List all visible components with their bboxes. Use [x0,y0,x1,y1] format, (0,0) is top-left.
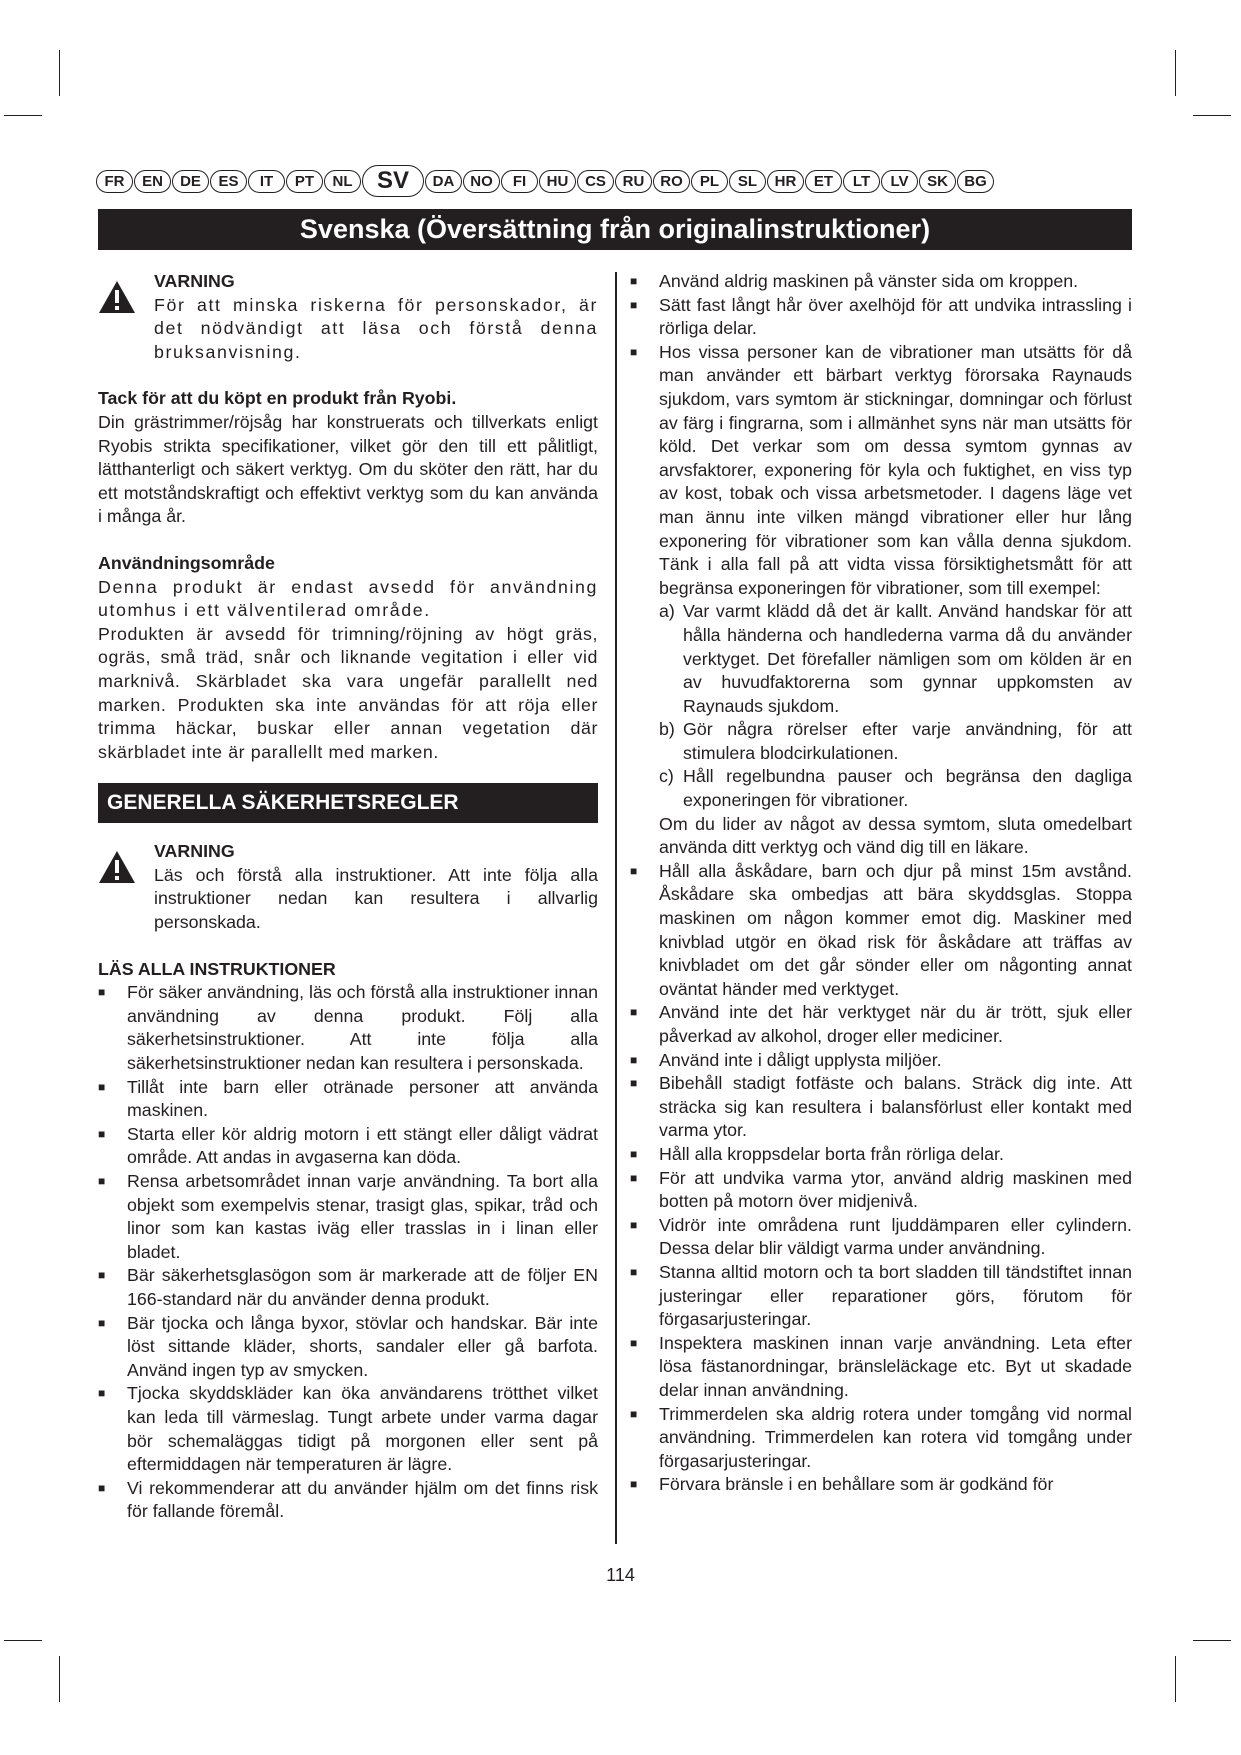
list-item: ■ Inspektera maskinen innan varje användning. Leta efter lösa fästanordningar, bränsleläckage etc. Byt ut skadade delar innan användning. [630,1332,1132,1403]
language-tab-lt: LT [843,170,880,193]
warning-text: Läs och förstå alla instruktioner. Att inte följa alla instruktioner nedan kan resultera i allvarlig personskada. [154,864,598,933]
crop-mark [1193,1640,1231,1641]
thanks-text: Din grästrimmer/röjsåg har konstruerats och tillverkats enligt Ryobis strikta specifikationer, vilket gör den till ett pålitligt, lätthanterligt och säkert verktyg. Om du sköter den rätt, har du ett motståndskraftigt och effektivt verktyg som du kan använda i många år. [98,411,598,527]
thanks-heading: Tack för att du köpt en produkt från Ryobi. [98,388,457,409]
language-tab-sv: SV [362,165,424,197]
language-tab-bg: BG [957,170,994,193]
list-item: ■ Tillåt inte barn eller otränade personer att använda maskinen. [98,1076,598,1123]
list-item: ■ Använd aldrig maskinen på vänster sida om kroppen. [630,270,1132,294]
language-tab-sk: SK [919,170,956,193]
language-tab-lv: LV [881,170,918,193]
usage-text-2: Produkten är avsedd för trimning/röjning av högt gräs, ogräs, små träd, snår och liknande vegitation i eller vid marknivå. Skärbladet ska vara ungefär parallellt ned marken. Produkten ska inte användas för att röja eller trimma häckar, buskar eller annan vegetation där skärbladet inte är parallellt med marken. [98,623,598,762]
sub-item-text: Gör några rörelser efter varje användning, för att stimulera blodcirkulationen. [683,719,1132,763]
vibration-list-item [630,341,1132,860]
list-item: ■ Sätt fast långt hår över axelhöjd för att undvika intrassling i rörliga delar. [630,294,1132,341]
vibration-closing: Om du lider av något av dessa symtom, sluta omedelbart använda ditt verktyg och vänd dig till en läkare. [659,813,1132,858]
language-tab-es: ES [210,170,247,193]
language-tab-pt: PT [286,170,323,193]
crop-mark [1175,1656,1176,1702]
right-column [630,270,1132,1497]
language-tab-da: DA [425,170,462,193]
crop-mark [4,1640,42,1641]
list-item: ■ Rensa arbetsområdet innan varje användning. Ta bort alla objekt som exempelvis stenar, trasigt glas, spikar, tråd och linor som kan kastas iväg eller trasslas in i linan eller bladet. [98,1170,598,1264]
list-item: ■ Vi rekommenderar att du använder hjälm om det finns risk för fallande föremål. [98,1477,598,1524]
language-tab-hu: HU [539,170,576,193]
crop-mark [4,115,42,116]
usage-heading: Användningsområde [98,552,275,573]
list-item: ■ Håll alla kroppsdelar borta från rörliga delar. [630,1143,1132,1167]
language-tab-nl: NL [324,170,361,193]
language-tab-it: IT [248,170,285,193]
language-tab-ro: RO [653,170,690,193]
safety-bullet-list [630,270,1132,1497]
list-item: ■ För säker användning, läs och förstå alla instruktioner innan användning av denna produkt. Följ alla säkerhetsinstruktioner. Att inte följa alla säkerhetsinstruktioner nedan kan resultera i personskada. [98,981,598,1075]
sub-item [659,600,1132,718]
language-tab-fr: FR [96,170,133,193]
warning-text: För att minska riskerna för personskador, är det nödvändigt att läsa och förstå denna bruksanvisning. [154,294,598,362]
page-title: Svenska (Översättning från originalinstruktioner) [98,209,1132,250]
usage-text-1: Denna produkt är endast avsedd för användning utomhus i ett välventilerad område. [98,576,598,621]
language-tab-en: EN [134,170,171,193]
list-item: ■ För att undvika varma ytor, använd aldrig maskinen med botten på motorn över midjenivå. [630,1167,1132,1214]
language-tab-sl: SL [729,170,766,193]
sub-item [659,718,1132,765]
sub-item-letter: a) [659,601,675,622]
language-tab-et: ET [805,170,842,193]
sub-item-text: Håll regelbundna pauser och begränsa den dagliga exponeringen för vibrationer. [683,766,1132,811]
language-selector [96,165,1132,197]
language-tab-no: NO [463,170,500,193]
crop-mark [59,50,60,96]
list-item: ■ Stanna alltid motorn och ta bort sladden till tändstiftet innan justeringar eller reparationer görs, förutom för förgasarjusteringar. [630,1261,1132,1332]
list-item: ■ Håll alla åskådare, barn och djur på minst 15m avstånd. Åskådare ska ombedjas att bära skyddsglas. Stoppa maskinen om någon kommer emot dig. Maskiner med knivblad utgör en ökad risk för åskådare att träffas av knivbladet om det går sönder eller om någonting annat oväntat händer med verktyget. [630,860,1132,1002]
left-column [98,270,598,1524]
list-item: ■ Bär tjocka och långa byxor, stövlar och handskar. Bär inte löst sittande kläder, shorts, sandaler eller gå barfota. Använd ingen typ av smycken. [98,1312,598,1383]
list-item: ■ Förvara bränsle i en behållare som är godkänd för [630,1473,1132,1497]
list-item: ■ Trimmerdelen ska aldrig rotera under tomgång vid normal användning. Trimmerdelen kan rotera vid tomgång under förgasarjusteringar. [630,1403,1132,1474]
read-instructions-heading: LÄS ALLA INSTRUKTIONER [98,958,336,979]
sub-item [659,765,1132,812]
page-number: 114 [606,1565,635,1585]
crop-mark [59,1656,60,1702]
safety-section-heading: GENERELLA SÄKERHETSREGLER [98,783,598,823]
list-item: ■ Tjocka skyddskläder kan öka användarens trötthet vilket kan leda till värmeslag. Tungt arbete under varma dagar bör schemaläggas tidigt på morgonen eller sent på eftermiddagen när temperaturen är lägre. [98,1382,598,1476]
language-tab-hr: HR [767,170,804,193]
warning-triangle-icon [98,840,154,891]
language-tab-ru: RU [615,170,652,193]
safety-bullet-list [98,981,598,1524]
list-item: ■ Bär säkerhetsglasögon som är markerade att de följer EN 166-standard när du använder denna produkt. [98,1264,598,1311]
crop-mark [1193,115,1231,116]
warning-triangle-icon [98,270,154,321]
list-item: ■ Använd inte det här verktyget när du är trött, sjuk eller påverkad av alkohol, droger eller mediciner. [630,1001,1132,1048]
sub-item-text: Var varmt klädd då det är kallt. Använd handskar för att hålla händerna och handlederna varma då du använder verktyget. Det förefaller nämligen som om kölden är en av huvudfaktorerna som gynnar uppkomsten av Raynauds sjukdom. [683,601,1132,716]
crop-mark [1175,50,1176,96]
vibration-text: ■ Hos vissa personer kan de vibrationer man utsätts för då man använder ett bärbart verktyg förorsaka Raynauds sjukdom, vars symtom är stickningar, domningar och förlust av färg i fingrarna, som i allmänhet syns när man utsätts för köld. Det verkar som om dessa symtom gynnas av arvsfaktorer, exponering för kyla och fuktighet, en viss typ av kost, tobak och vissa arbetsmetoder. I dagens läge vet man ännu inte vilken mängd vibrationer eller hur lång exponering för vibrationer som kan vålla denna sjukdom. Tänk i alla fall på att vidta vissa försiktighetsmått för att begränsa exponeringen för vibrationer, som till exempel: [659,341,1132,598]
warning-heading: VARNING [154,271,235,291]
sub-item-letter: c) [659,766,674,787]
warning-box [98,270,598,364]
warning-box [98,840,598,934]
language-tab-fi: FI [501,170,538,193]
sub-item-letter: b) [659,719,675,740]
list-item: ■ Bibehåll stadigt fotfäste och balans. Sträck dig inte. Att sträcka sig kan resultera i balansförlust eller kontakt med varma ytor. [630,1072,1132,1143]
language-tab-de: DE [172,170,209,193]
warning-heading: VARNING [154,841,235,862]
column-divider [615,272,617,1544]
language-tab-pl: PL [691,170,728,193]
list-item: ■ Starta eller kör aldrig motorn i ett stängt eller dåligt vädrat område. Att andas in avgaserna kan döda. [98,1123,598,1170]
list-item: ■ Vidrör inte områdena runt ljuddämparen eller cylindern. Dessa delar blir väldigt varma under användning. [630,1214,1132,1261]
language-tab-cs: CS [577,170,614,193]
list-item: ■ Använd inte i dåligt upplysta miljöer. [630,1049,1132,1073]
